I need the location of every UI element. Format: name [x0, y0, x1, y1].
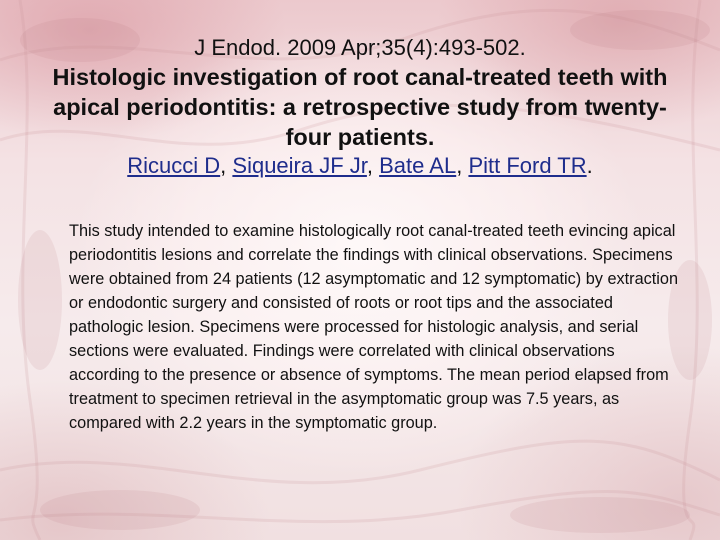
author-link-bate[interactable]: Bate AL — [379, 153, 457, 178]
article-title: Histologic investigation of root canal-treated teeth with apical periodontitis: a retrospective study from twenty-four patients. — [52, 64, 668, 150]
author-list — [40, 152, 680, 180]
author-separator: , — [456, 153, 469, 178]
author-terminator: . — [586, 153, 593, 178]
journal-citation: J Endod. 2009 Apr;35(4):493-502. — [194, 35, 526, 60]
author-link-pitt-ford[interactable]: Pitt Ford TR — [468, 153, 587, 178]
author-link-siqueira[interactable]: Siqueira JF Jr — [232, 153, 367, 178]
author-separator: , — [220, 153, 233, 178]
author-separator: , — [366, 153, 380, 178]
abstract-text: This study intended to examine histologically root canal-treated teeth evincing apical periodontitis lesions and correlate the findings with clinical observations. Specimens were obtained from 24 patients (12 asymptomatic and 12 symptomatic) by extraction or endodontic surgery and consisted of roots or root tips and the associated pathologic lesion. Specimens were processed for histologic analysis, and serial sections were evaluated. Findings were correlated with clinical observations according to the presence or absence of symptoms. The mean period elapsed from treatment to specimen retrieval in the asymptomatic group was 7.5 years, as compared with 2.2 years in the symptomatic group. — [69, 222, 679, 432]
author-link-ricucci[interactable]: Ricucci D — [127, 153, 221, 178]
article-header — [40, 34, 680, 180]
